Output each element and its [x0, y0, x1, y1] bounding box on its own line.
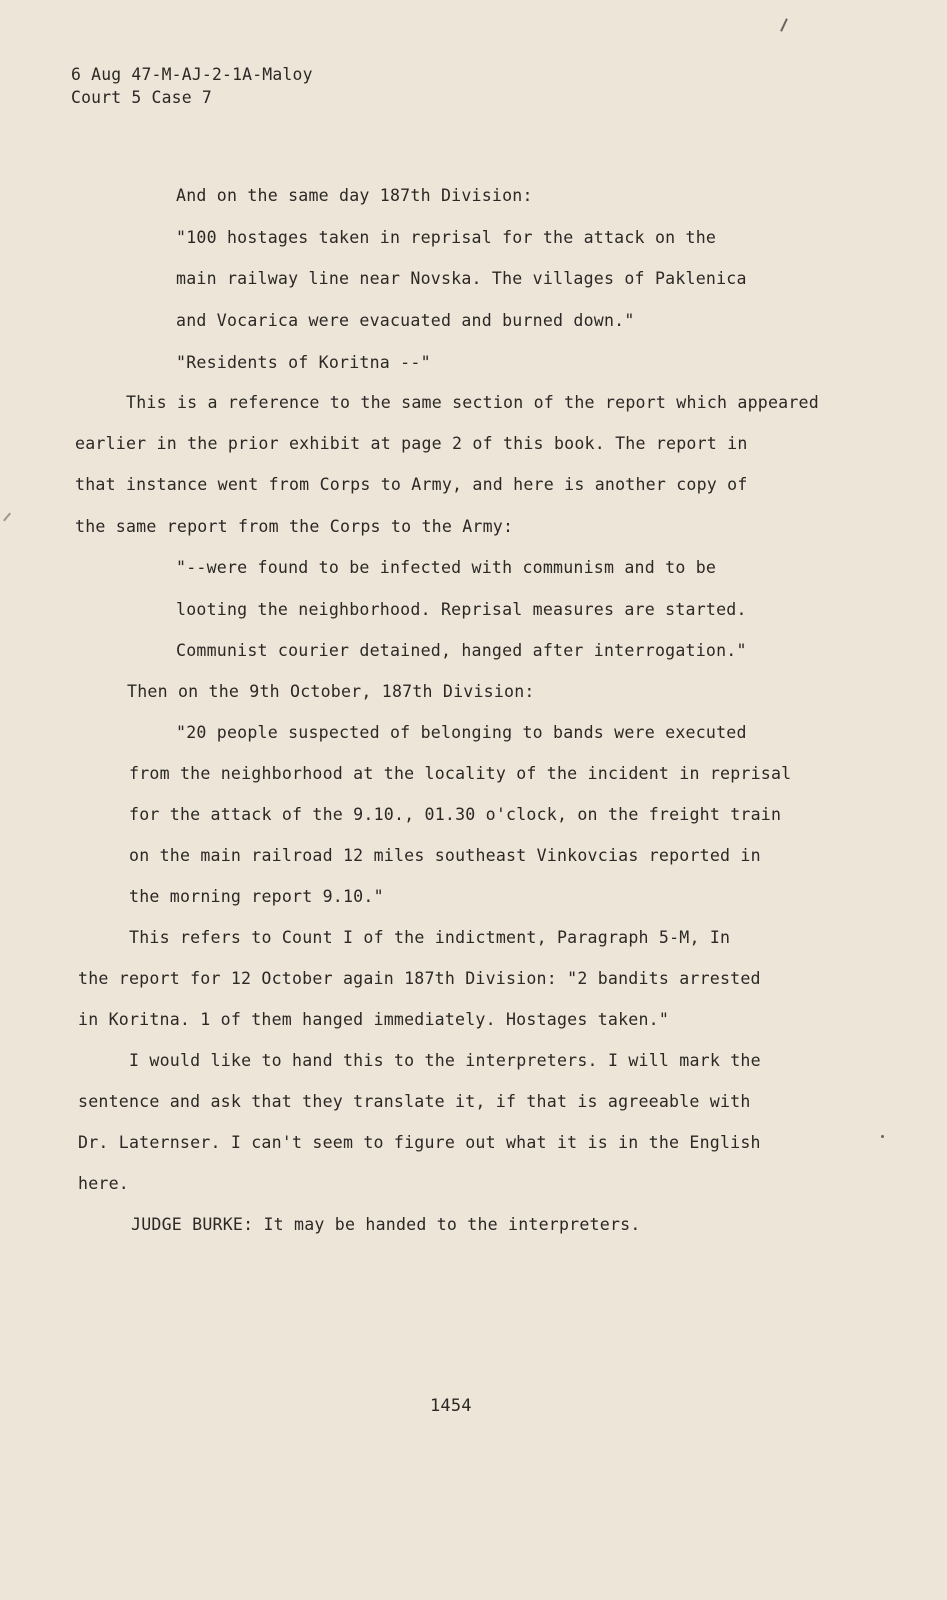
margin-dot — [881, 1135, 884, 1138]
pencil-mark — [780, 18, 788, 32]
text-line: JUDGE BURKE: It may be handed to the interpreters. — [131, 1215, 641, 1234]
text-line: And on the same day 187th Division: — [176, 186, 533, 205]
text-line: in Koritna. 1 of them hanged immediately. Hostages taken." — [78, 1010, 670, 1029]
header-court-case: Court 5 Case 7 — [71, 87, 212, 107]
margin-tick — [3, 513, 11, 522]
text-line: "--were found to be infected with communism and to be — [176, 558, 717, 577]
text-line: Dr. Laternser. I can't seem to figure out what it is in the English — [78, 1133, 761, 1152]
header-reference: 6 Aug 47-M-AJ-2-1A-Maloy — [71, 65, 313, 84]
text-line: Communist courier detained, hanged after interrogation." — [176, 641, 747, 660]
text-line: "100 hostages taken in reprisal for the attack on the — [176, 228, 717, 247]
text-line: for the attack of the 9.10., 01.30 o'clock, on the freight train — [129, 805, 782, 824]
text-line: from the neighborhood at the locality of the incident in reprisal — [129, 764, 792, 783]
text-line: Then on the 9th October, 187th Division: — [127, 682, 535, 701]
text-line: earlier in the prior exhibit at page 2 of this book. The report in — [75, 434, 748, 453]
text-line: and Vocarica were evacuated and burned down." — [176, 311, 635, 330]
text-line: "Residents of Koritna --" — [176, 353, 431, 372]
text-line: that instance went from Corps to Army, and here is another copy of — [75, 475, 748, 494]
text-line: the report for 12 October again 187th Division: "2 bandits arrested — [78, 969, 761, 988]
text-line: I would like to hand this to the interpreters. I will mark the — [129, 1051, 761, 1070]
text-line: on the main railroad 12 miles southeast Vinkovcias reported in — [129, 846, 761, 865]
text-line: "20 people suspected of belonging to bands were executed — [176, 723, 747, 742]
text-line: This is a reference to the same section of the report which appeared — [126, 393, 819, 412]
text-line: the morning report 9.10." — [129, 887, 384, 906]
text-line: This refers to Count I of the indictment, Paragraph 5-M, In — [129, 928, 731, 947]
page-number: 1454 — [430, 1396, 472, 1416]
text-line: looting the neighborhood. Reprisal measures are started. — [176, 600, 747, 619]
text-line: here. — [78, 1174, 129, 1193]
document-header — [71, 64, 313, 109]
text-line: main railway line near Novska. The villages of Paklenica — [176, 269, 747, 288]
text-line: the same report from the Corps to the Army: — [75, 517, 514, 536]
text-line: sentence and ask that they translate it, if that is agreeable with — [78, 1092, 751, 1111]
